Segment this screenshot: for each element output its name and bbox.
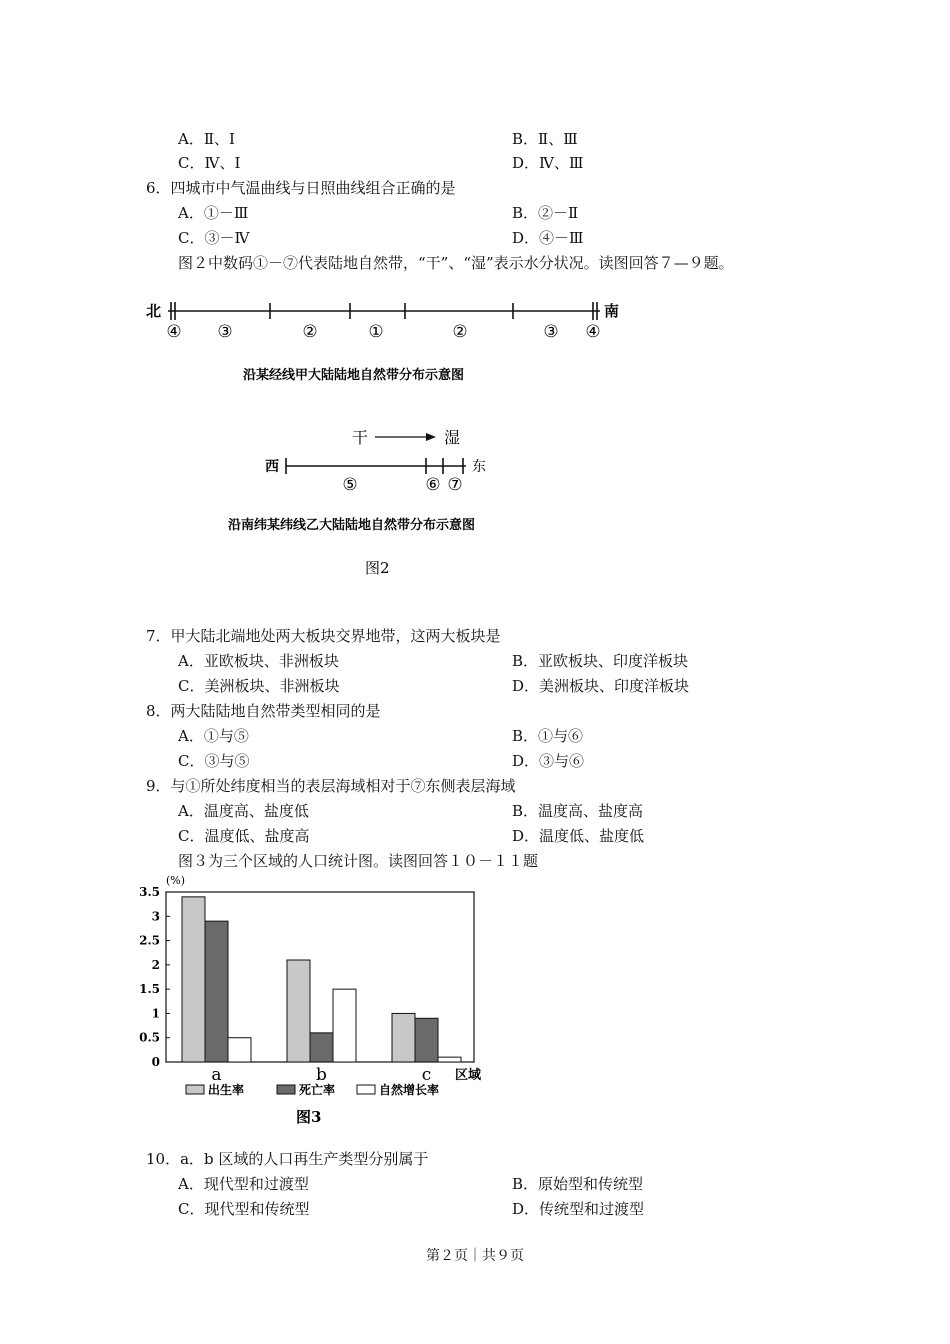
zone-label-n5: ②	[452, 322, 468, 342]
west-label: 西	[265, 459, 279, 475]
figure-3-chart	[0, 868, 520, 1138]
bar-b-0	[287, 960, 310, 1062]
q10-stem: 10．a．b 区域的人口再生产类型分别属于	[146, 1150, 429, 1168]
zone-label-n6: ③	[543, 322, 559, 342]
q9-stem: 9．与①所处纬度相当的表层海域相对于⑦东侧表层海域	[146, 777, 516, 795]
intro-figure3: 图３为三个区域的人口统计图。读图回答１０－１１题	[178, 852, 539, 870]
legend-label: 自然增长率	[379, 1083, 440, 1097]
q7-option-b: B．亚欧板块、印度洋板块	[512, 652, 689, 670]
q5-option-a: A．Ⅱ、Ⅰ	[178, 130, 235, 148]
north-label: 北	[146, 302, 162, 320]
page-footer: 第２页｜共９页	[426, 1248, 524, 1264]
y-tick-label: 3.5	[139, 885, 160, 899]
south-label: 南	[604, 302, 620, 320]
bar-a-1	[205, 921, 228, 1062]
y-tick-label: 2.5	[139, 933, 160, 948]
y-tick-label: 3	[151, 909, 160, 924]
bar-c-2	[438, 1057, 461, 1062]
figure2-caption-2: 沿南纬某纬线乙大陆陆地自然带分布示意图	[228, 518, 476, 533]
legend-swatch	[277, 1085, 295, 1094]
q9-option-a: A．温度高、盐度低	[178, 802, 309, 820]
q10-option-c: C．现代型和传统型	[178, 1200, 310, 1218]
zone-label-n4: ①	[368, 322, 384, 342]
q5-option-c: C．Ⅳ、Ⅰ	[178, 154, 241, 172]
q6-stem: 6．四城市中气温曲线与日照曲线组合正确的是	[146, 179, 456, 197]
q5-option-d: D．Ⅳ、Ⅲ	[512, 154, 584, 172]
bar-a-2	[228, 1038, 251, 1062]
y-tick-label: 0	[151, 1055, 160, 1069]
bar-b-1	[310, 1033, 333, 1062]
q6-option-a: A．①－Ⅲ	[178, 204, 249, 222]
figure2-title: 图2	[365, 559, 390, 577]
y-tick-label: 0.5	[139, 1030, 160, 1045]
q7-option-d: D．美洲板块、印度洋板块	[512, 677, 690, 695]
zone-label-n2: ③	[217, 322, 233, 342]
x-axis-label: 区域	[455, 1068, 482, 1083]
legend-label: 死亡率	[299, 1083, 336, 1097]
zone-label-s1: ⑤	[342, 475, 358, 495]
y-tick-label: 2	[151, 957, 160, 972]
q9-option-b: B．温度高、盐度高	[512, 802, 644, 820]
figure2-caption-1: 沿某经线甲大陆陆地自然带分布示意图	[243, 368, 465, 383]
q8-option-c: C．③与⑤	[178, 752, 250, 770]
legend-swatch	[357, 1085, 375, 1094]
q8-option-d: D．③与⑥	[512, 752, 585, 770]
east-label: 东	[472, 459, 486, 475]
bar-b-2	[333, 989, 356, 1062]
wet-label: 湿	[444, 428, 461, 447]
q10-option-d: D．传统型和过渡型	[512, 1200, 645, 1218]
figure-2	[0, 285, 950, 585]
zone-label-s2: ⑥	[425, 475, 441, 495]
bar-c-0	[392, 1013, 415, 1062]
q10-option-a: A．现代型和过渡型	[178, 1175, 309, 1193]
q7-option-c: C．美洲板块、非洲板块	[178, 677, 340, 695]
q8-option-b: B．①与⑥	[512, 727, 584, 745]
bar-c-1	[415, 1018, 438, 1062]
q8-stem: 8．两大陆陆地自然带类型相同的是	[146, 702, 381, 720]
x-category-label: b	[316, 1065, 327, 1085]
q8-option-a: A．①与⑤	[178, 727, 249, 745]
q6-option-c: C．③－Ⅳ	[178, 229, 250, 247]
zone-label-n3: ②	[302, 322, 318, 342]
q7-stem: 7．甲大陆北端地处两大板块交界地带，这两大板块是	[146, 627, 501, 645]
legend-swatch	[186, 1085, 204, 1094]
intro-figure2: 图２中数码①－⑦代表陆地自然带，“干”、“湿”表示水分状况。读图回答７—９题。	[178, 254, 734, 272]
zone-label-n7: ④	[585, 322, 601, 342]
y-tick-label: 1	[151, 1006, 160, 1021]
x-category-label: c	[421, 1065, 432, 1085]
q6-option-b: B．②－Ⅱ	[512, 204, 579, 222]
zone-label-n1: ④	[166, 322, 182, 342]
q7-option-a: A．亚欧板块、非洲板块	[178, 652, 339, 670]
dry-label: 干	[352, 428, 369, 447]
bar-a-0	[182, 897, 205, 1062]
q9-option-d: D．温度低、盐度低	[512, 827, 645, 845]
figure3-title: 图3	[296, 1108, 322, 1126]
q10-option-b: B．原始型和传统型	[512, 1175, 644, 1193]
y-tick-label: 1.5	[139, 982, 160, 997]
q9-option-c: C．温度低、盐度高	[178, 827, 310, 845]
zone-label-s3: ⑦	[447, 475, 463, 495]
q5-option-b: B．Ⅱ、Ⅲ	[512, 130, 578, 148]
y-axis-unit: (%)	[166, 874, 186, 887]
x-category-label: a	[211, 1065, 222, 1085]
legend-label: 出生率	[208, 1083, 245, 1097]
q6-option-d: D．④－Ⅲ	[512, 229, 584, 247]
